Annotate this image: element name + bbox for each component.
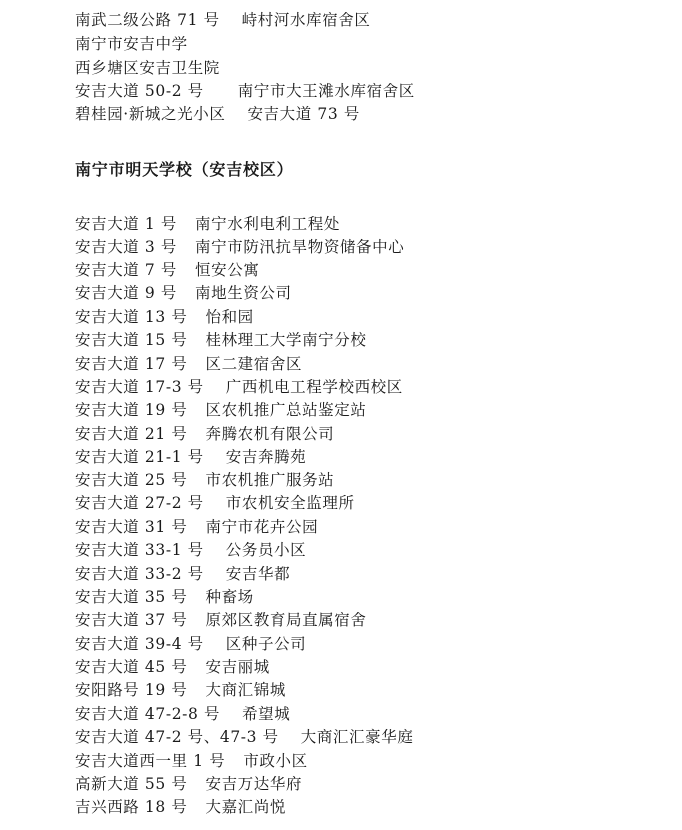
item-place: 南地生资公司 [195, 284, 292, 302]
item-place: 市政小区 [243, 752, 308, 770]
intro-address: 安吉大道 50-2 号 [75, 82, 204, 100]
item-address: 安吉大道 21-1 号 [75, 448, 204, 466]
item-place: 安吉万达华府 [205, 775, 303, 793]
item-place: 原郊区教育局直属宿舍 [205, 611, 367, 629]
item-address: 安阳路号 19 号 [75, 681, 188, 699]
item-address: 安吉大道 17-3 号 [75, 378, 204, 396]
list-item [75, 399, 367, 422]
item-address: 安吉大道 13 号 [75, 308, 188, 326]
item-address: 安吉大道 21 号 [75, 425, 188, 443]
intro-line-5 [75, 103, 360, 126]
list-item [75, 259, 259, 282]
list-item [75, 236, 404, 259]
item-address: 安吉大道 33-2 号 [75, 565, 204, 583]
item-address: 高新大道 55 号 [75, 775, 188, 793]
list-item [75, 492, 355, 515]
list-item [75, 656, 270, 679]
item-place: 市农机推广服务站 [205, 471, 335, 489]
item-place: 怡和园 [205, 308, 254, 326]
item-place: 区农机推广总站鉴定站 [205, 401, 367, 419]
item-address: 安吉大道 35 号 [75, 588, 188, 606]
intro-place: 安吉大道 73 号 [247, 105, 360, 123]
item-address: 安吉大道西一里 1 号 [75, 752, 226, 770]
item-address: 安吉大道 45 号 [75, 658, 188, 676]
item-place: 大嘉汇尚悦 [205, 798, 286, 816]
item-place: 广西机电工程学校西校区 [225, 378, 403, 396]
item-address: 安吉大道 39-4 号 [75, 635, 204, 653]
item-address: 安吉大道 3 号 [75, 238, 178, 256]
list-item [75, 586, 254, 609]
item-address: 安吉大道 7 号 [75, 261, 178, 279]
item-address: 安吉大道 25 号 [75, 471, 188, 489]
item-place: 希望城 [242, 705, 291, 723]
list-item [75, 773, 302, 796]
item-address: 安吉大道 27-2 号 [75, 494, 204, 512]
item-place: 南宁市防汛抗旱物资储备中心 [195, 238, 405, 256]
item-address: 安吉大道 47-2 号、47-3 号 [75, 728, 279, 746]
list-item [75, 329, 367, 352]
list-item [75, 633, 306, 656]
intro-line-2 [75, 33, 188, 56]
item-place: 区种子公司 [225, 635, 307, 653]
list-item [75, 726, 413, 749]
item-address: 安吉大道 17 号 [75, 355, 188, 373]
item-address: 安吉大道 47-2-8 号 [75, 705, 221, 723]
list-item [75, 516, 318, 539]
item-place: 安吉奔腾苑 [225, 448, 307, 466]
list-item [75, 282, 292, 305]
item-place: 大商汇汇豪华庭 [300, 728, 414, 746]
list-item [75, 306, 254, 329]
section-title: 南宁市明天学校（安吉校区） [75, 160, 294, 179]
item-address: 安吉大道 9 号 [75, 284, 178, 302]
item-place: 桂林理工大学南宁分校 [205, 331, 367, 349]
list-item [75, 609, 367, 632]
list-item [75, 423, 334, 446]
list-item [75, 796, 286, 819]
intro-line-3 [75, 57, 220, 80]
item-place: 大商汇锦城 [205, 681, 286, 699]
item-address: 安吉大道 1 号 [75, 215, 178, 233]
intro-line-1 [75, 9, 371, 32]
item-address: 安吉大道 19 号 [75, 401, 188, 419]
list-item [75, 750, 308, 773]
intro-address: 南武二级公路 71 号 [75, 11, 220, 29]
intro-address: 西乡塘区安吉卫生院 [75, 59, 220, 77]
item-place: 区二建宿舍区 [205, 355, 303, 373]
list-item [75, 446, 306, 469]
item-place: 种畜场 [205, 588, 254, 606]
item-place: 市农机安全监理所 [225, 494, 355, 512]
intro-line-4 [75, 80, 415, 103]
item-place: 南宁水利电利工程处 [195, 215, 340, 233]
list-item [75, 703, 290, 726]
item-place: 安吉华都 [225, 565, 291, 583]
item-place: 奔腾农机有限公司 [205, 425, 335, 443]
list-item [75, 213, 340, 236]
item-address: 安吉大道 33-1 号 [75, 541, 204, 559]
item-address: 安吉大道 37 号 [75, 611, 188, 629]
item-place: 安吉丽城 [205, 658, 270, 676]
item-address: 安吉大道 15 号 [75, 331, 188, 349]
intro-place: 峙村河水库宿舍区 [241, 11, 371, 29]
list-item [75, 679, 286, 702]
list-item [75, 353, 302, 376]
list-item [75, 539, 306, 562]
item-place: 公务员小区 [225, 541, 307, 559]
item-place: 恒安公寓 [195, 261, 260, 279]
item-address: 安吉大道 31 号 [75, 518, 188, 536]
list-item [75, 563, 290, 586]
list-item [75, 469, 334, 492]
item-address: 吉兴西路 18 号 [75, 798, 188, 816]
intro-address: 南宁市安吉中学 [75, 35, 188, 53]
intro-address: 碧桂园·新城之光小区 [75, 105, 226, 123]
intro-place: 南宁市大王滩水库宿舍区 [237, 82, 415, 100]
list-item [75, 376, 403, 399]
item-place: 南宁市花卉公园 [205, 518, 319, 536]
